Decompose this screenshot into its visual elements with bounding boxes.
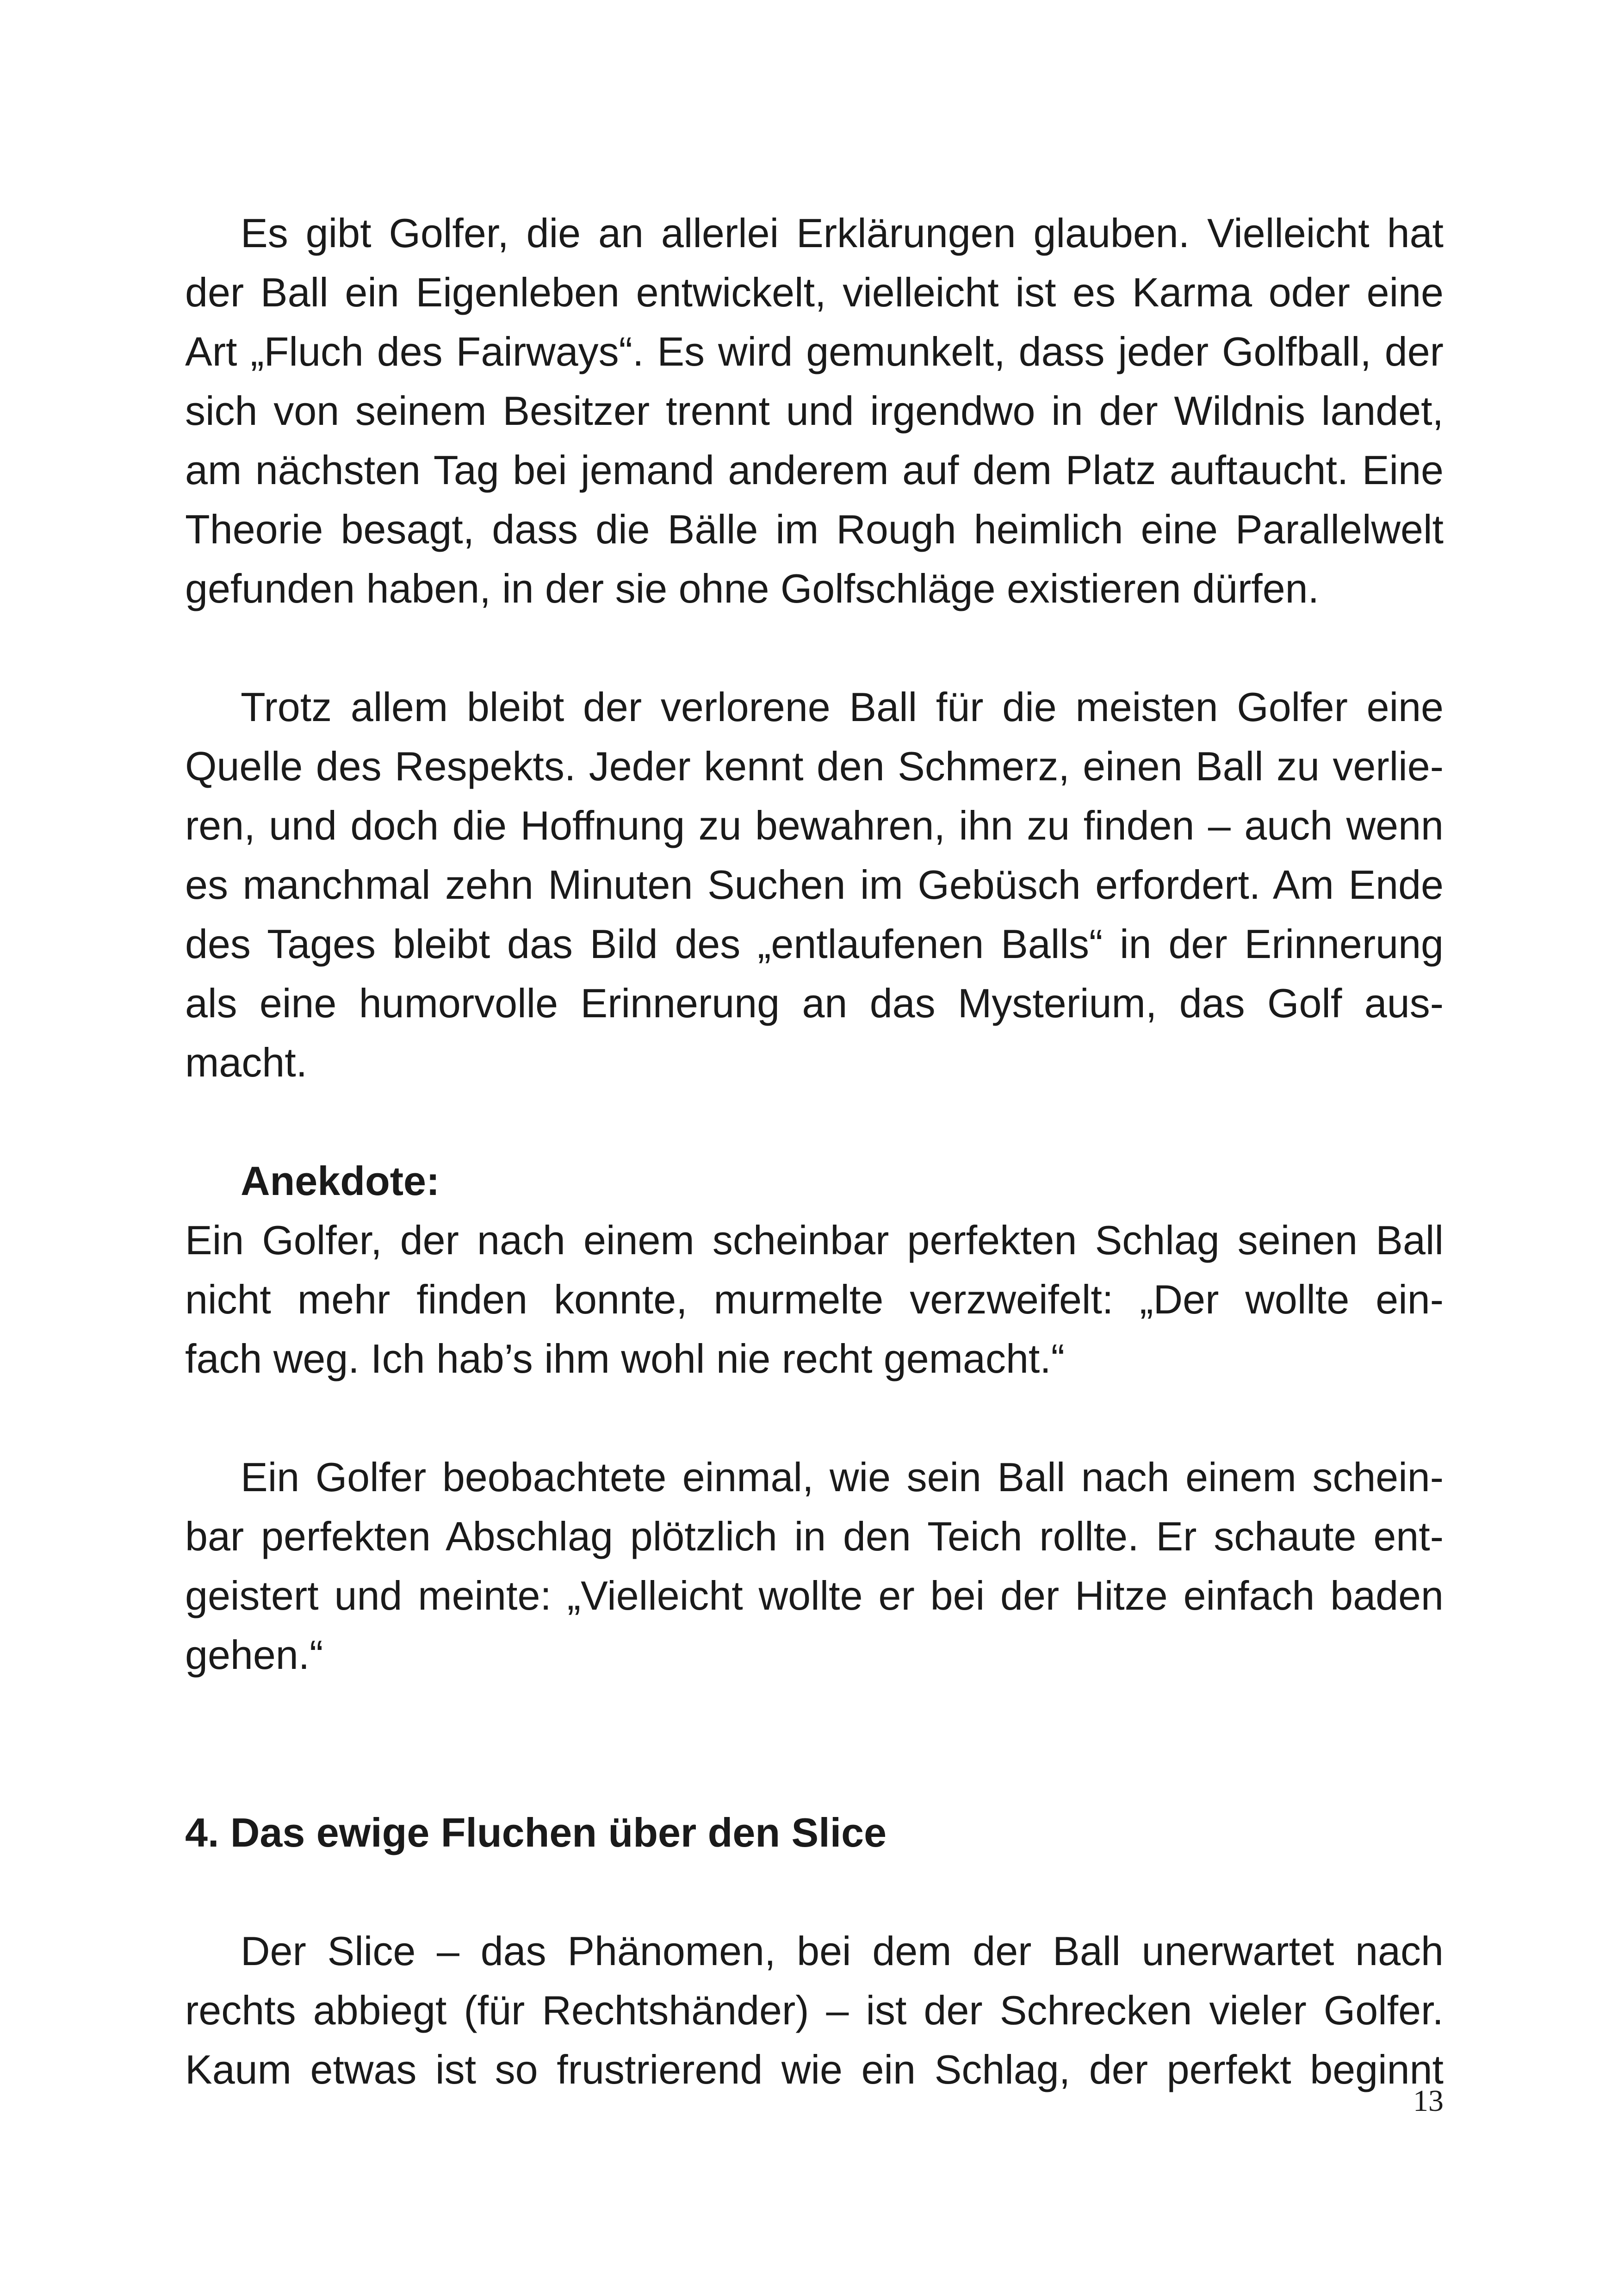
text-line: geistert und meinte: „Vielleicht wollte er bei der Hitze einfach baden	[185, 1573, 1444, 1618]
text-line: des Tages bleibt das Bild des „entlaufenen Balls“ in der Erinnerung	[185, 921, 1444, 967]
text-line: Trotz allem bleibt der verlorene Ball für die meisten Golfer eine	[241, 684, 1444, 730]
anecdote-2	[185, 1448, 1444, 1685]
paragraph-2	[185, 678, 1444, 1092]
text-line: am nächsten Tag bei jemand anderem auf dem Platz auftaucht. Eine	[185, 447, 1444, 493]
paragraph-gap	[185, 1862, 1444, 1922]
text-line: als eine humorvolle Erinnerung an das Mysterium, das Golf aus-	[185, 980, 1444, 1026]
text-line: Es gibt Golfer, die an allerlei Erklärungen glauben. Vielleicht hat	[241, 210, 1444, 256]
page-body	[185, 204, 1444, 2099]
text-line: nicht mehr finden konnte, murmelte verzweifelt: „Der wollte ein-	[185, 1276, 1444, 1322]
anecdote-1	[185, 1211, 1444, 1388]
text-line: es manchmal zehn Minuten Suchen im Gebüsch erfordert. Am Ende	[185, 862, 1444, 908]
text-line: der Ball ein Eigenleben entwickelt, vielleicht ist es Karma oder eine	[185, 269, 1444, 315]
text-line: macht.	[185, 1039, 308, 1085]
paragraph-gap	[185, 618, 1444, 678]
text-line: gehen.“	[185, 1632, 323, 1678]
text-line: Der Slice – das Phänomen, bei dem der Ball unerwartet nach	[241, 1928, 1444, 1974]
text-line: sich von seinem Besitzer trennt und irgendwo in der Wildnis landet,	[185, 388, 1444, 434]
text-line: Theorie besagt, dass die Bälle im Rough heimlich eine Parallelwelt	[185, 506, 1444, 552]
text-line: gefunden haben, in der sie ohne Golfschläge existieren dürfen.	[185, 566, 1320, 611]
paragraph-1	[185, 204, 1444, 618]
text-line: Ein Golfer, der nach einem scheinbar perfekten Schlag seinen Ball	[185, 1217, 1444, 1263]
section-gap	[185, 1685, 1444, 1803]
text-line: fach weg. Ich hab’s ihm wohl nie recht gemacht.“	[185, 1336, 1065, 1381]
text-line: bar perfekten Abschlag plötzlich in den Teich rollte. Er schaute ent-	[185, 1513, 1444, 1559]
text-line: rechts abbiegt (für Rechtshänder) – ist der Schrecken vieler Golfer.	[185, 1987, 1444, 2033]
text-line: Ein Golfer beobachtete einmal, wie sein Ball nach einem schein-	[241, 1454, 1444, 1500]
paragraph-gap	[185, 1092, 1444, 1151]
text-line: Quelle des Respekts. Jeder kennt den Schmerz, einen Ball zu verlie-	[185, 743, 1444, 789]
paragraph-gap	[185, 1388, 1444, 1448]
text-line: Art „Fluch des Fairways“. Es wird gemunkelt, dass jeder Golfball, der	[185, 329, 1444, 374]
section-heading: 4. Das ewige Fluchen über den Slice	[185, 1810, 887, 1855]
text-line: Kaum etwas ist so frustrierend wie ein Schlag, der perfekt beginnt	[185, 2047, 1444, 2092]
page-number: 13	[1413, 2084, 1444, 2118]
anecdote-heading: Anekdote:	[241, 1158, 440, 1204]
text-line: ren, und doch die Hoffnung zu bewahren, ihn zu finden – auch wenn	[185, 803, 1444, 848]
paragraph-3	[185, 1922, 1444, 2099]
